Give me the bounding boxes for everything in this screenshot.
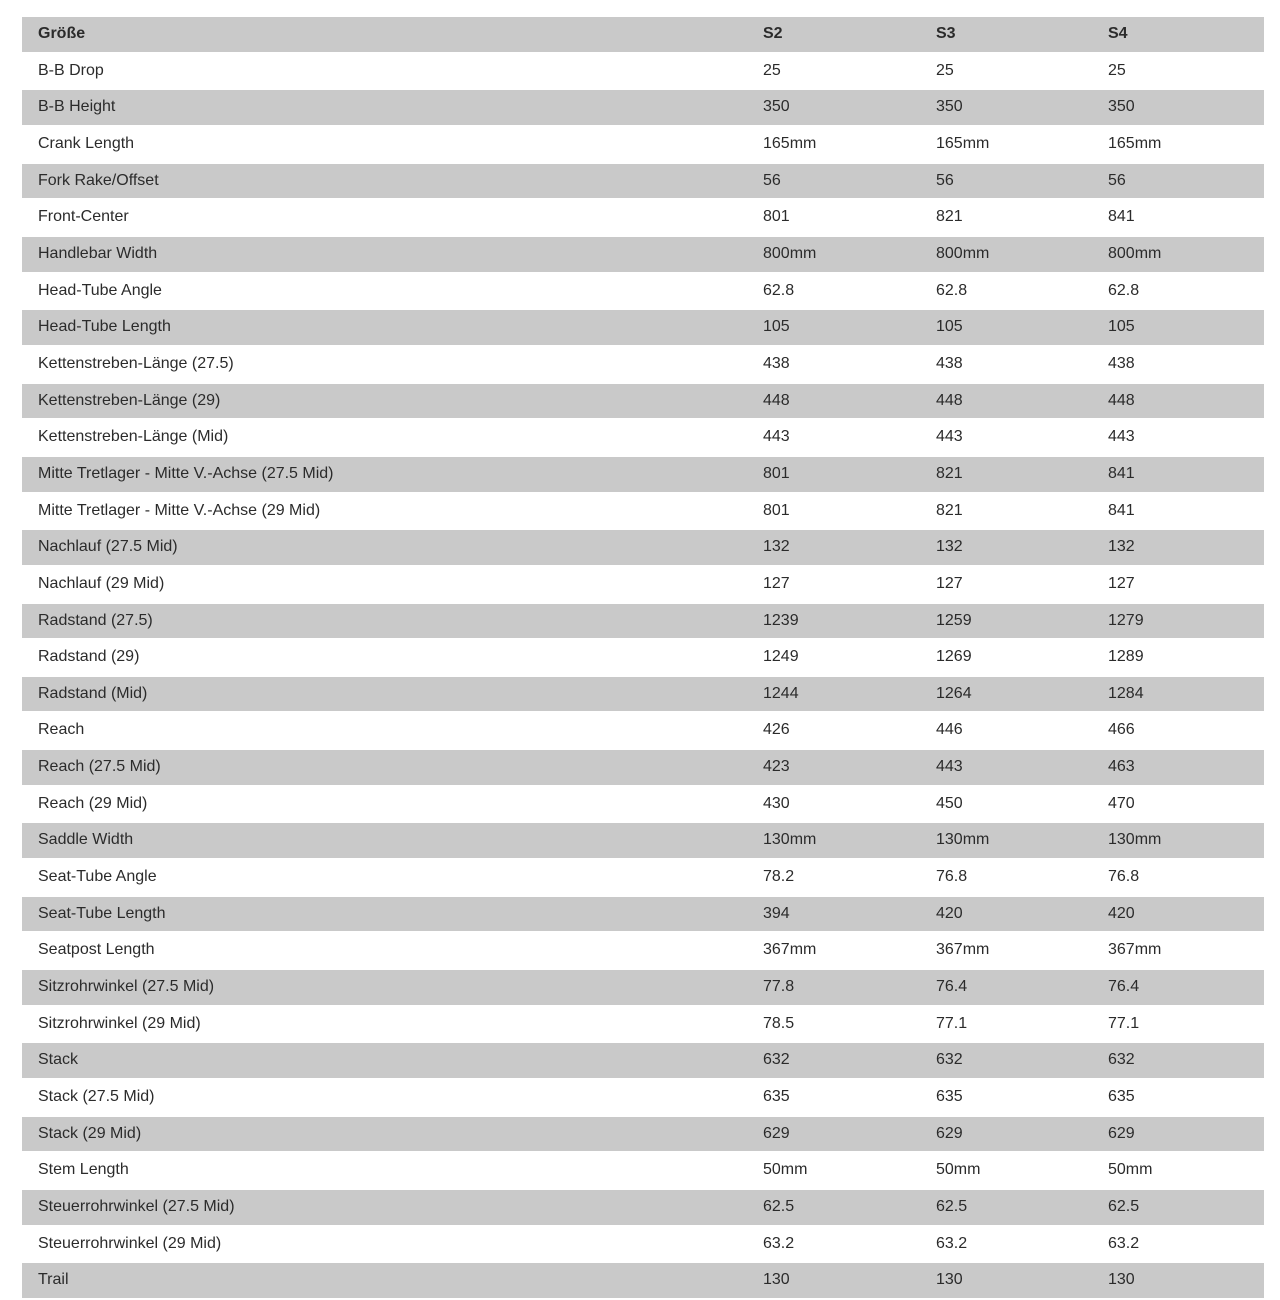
row-label: Sitzrohrwinkel (27.5 Mid) bbox=[22, 969, 747, 1006]
row-value: 438 bbox=[747, 346, 920, 383]
table-row bbox=[22, 896, 1264, 933]
row-value: 76.4 bbox=[1092, 969, 1264, 1006]
row-label: B-B Height bbox=[22, 89, 747, 126]
table-row bbox=[22, 932, 1264, 969]
row-label: Front-Center bbox=[22, 199, 747, 236]
table-row bbox=[22, 346, 1264, 383]
row-label: Radstand (Mid) bbox=[22, 676, 747, 713]
row-value: 130 bbox=[1092, 1262, 1264, 1299]
row-value: 50mm bbox=[747, 1152, 920, 1189]
row-label: Reach bbox=[22, 712, 747, 749]
row-value: 105 bbox=[920, 309, 1092, 346]
row-value: 1264 bbox=[920, 676, 1092, 713]
row-value: 1239 bbox=[747, 603, 920, 640]
row-value: 63.2 bbox=[920, 1226, 1092, 1263]
row-label: Nachlauf (29 Mid) bbox=[22, 566, 747, 603]
row-value: 62.8 bbox=[1092, 273, 1264, 310]
row-value: 446 bbox=[920, 712, 1092, 749]
row-value: 56 bbox=[920, 163, 1092, 200]
row-label: Steuerrohrwinkel (29 Mid) bbox=[22, 1226, 747, 1263]
table-row bbox=[22, 1006, 1264, 1043]
table-row bbox=[22, 163, 1264, 200]
row-value: 632 bbox=[920, 1042, 1092, 1079]
table-row bbox=[22, 676, 1264, 713]
row-value: 821 bbox=[920, 199, 1092, 236]
row-label: Sitzrohrwinkel (29 Mid) bbox=[22, 1006, 747, 1043]
geometry-table-container bbox=[22, 17, 1264, 1300]
row-label: Fork Rake/Offset bbox=[22, 163, 747, 200]
table-row bbox=[22, 1226, 1264, 1263]
row-label: Stack bbox=[22, 1042, 747, 1079]
row-value: 443 bbox=[1092, 419, 1264, 456]
row-label: Mitte Tretlager - Mitte V.-Achse (29 Mid) bbox=[22, 493, 747, 530]
table-row bbox=[22, 419, 1264, 456]
row-label: Trail bbox=[22, 1262, 747, 1299]
row-value: 367mm bbox=[747, 932, 920, 969]
row-value: 1249 bbox=[747, 639, 920, 676]
row-value: 76.4 bbox=[920, 969, 1092, 1006]
row-value: 132 bbox=[747, 529, 920, 566]
row-value: 77.1 bbox=[920, 1006, 1092, 1043]
row-value: 165mm bbox=[1092, 126, 1264, 163]
row-label: Head-Tube Length bbox=[22, 309, 747, 346]
row-value: 629 bbox=[1092, 1116, 1264, 1153]
row-value: 1289 bbox=[1092, 639, 1264, 676]
table-row bbox=[22, 1189, 1264, 1226]
row-value: 466 bbox=[1092, 712, 1264, 749]
row-value: 165mm bbox=[920, 126, 1092, 163]
table-row bbox=[22, 639, 1264, 676]
row-value: 56 bbox=[1092, 163, 1264, 200]
row-value: 132 bbox=[920, 529, 1092, 566]
row-label: Kettenstreben-Länge (Mid) bbox=[22, 419, 747, 456]
table-row bbox=[22, 89, 1264, 126]
row-value: 63.2 bbox=[1092, 1226, 1264, 1263]
table-row bbox=[22, 786, 1264, 823]
row-value: 1244 bbox=[747, 676, 920, 713]
header-col-s2: S2 bbox=[747, 17, 920, 53]
row-value: 132 bbox=[1092, 529, 1264, 566]
row-value: 76.8 bbox=[920, 859, 1092, 896]
row-value: 821 bbox=[920, 493, 1092, 530]
row-value: 1284 bbox=[1092, 676, 1264, 713]
table-row bbox=[22, 53, 1264, 90]
table-row bbox=[22, 1042, 1264, 1079]
row-value: 443 bbox=[920, 749, 1092, 786]
row-value: 438 bbox=[920, 346, 1092, 383]
row-value: 1279 bbox=[1092, 603, 1264, 640]
row-value: 635 bbox=[747, 1079, 920, 1116]
row-value: 62.5 bbox=[1092, 1189, 1264, 1226]
row-value: 629 bbox=[920, 1116, 1092, 1153]
row-label: Handlebar Width bbox=[22, 236, 747, 273]
table-row bbox=[22, 566, 1264, 603]
row-value: 1269 bbox=[920, 639, 1092, 676]
row-value: 367mm bbox=[1092, 932, 1264, 969]
table-row bbox=[22, 383, 1264, 420]
row-value: 130mm bbox=[920, 822, 1092, 859]
row-value: 62.5 bbox=[920, 1189, 1092, 1226]
table-row bbox=[22, 493, 1264, 530]
row-value: 841 bbox=[1092, 493, 1264, 530]
table-row bbox=[22, 1116, 1264, 1153]
header-col-s3: S3 bbox=[920, 17, 1092, 53]
row-value: 62.8 bbox=[747, 273, 920, 310]
row-value: 448 bbox=[747, 383, 920, 420]
row-value: 635 bbox=[920, 1079, 1092, 1116]
row-value: 800mm bbox=[747, 236, 920, 273]
row-label: Seat-Tube Length bbox=[22, 896, 747, 933]
row-value: 841 bbox=[1092, 456, 1264, 493]
row-value: 443 bbox=[920, 419, 1092, 456]
table-row bbox=[22, 859, 1264, 896]
row-label: Kettenstreben-Länge (27.5) bbox=[22, 346, 747, 383]
row-value: 420 bbox=[1092, 896, 1264, 933]
row-label: Stack (29 Mid) bbox=[22, 1116, 747, 1153]
row-value: 350 bbox=[920, 89, 1092, 126]
row-value: 438 bbox=[1092, 346, 1264, 383]
table-header-row bbox=[22, 17, 1264, 53]
row-value: 105 bbox=[1092, 309, 1264, 346]
table-row bbox=[22, 1079, 1264, 1116]
row-label: Seatpost Length bbox=[22, 932, 747, 969]
row-value: 165mm bbox=[747, 126, 920, 163]
header-col-s4: S4 bbox=[1092, 17, 1264, 53]
row-value: 127 bbox=[747, 566, 920, 603]
row-label: Stem Length bbox=[22, 1152, 747, 1189]
row-value: 78.2 bbox=[747, 859, 920, 896]
header-label-cell: Größe bbox=[22, 17, 747, 53]
row-value: 25 bbox=[747, 53, 920, 90]
row-value: 450 bbox=[920, 786, 1092, 823]
row-value: 1259 bbox=[920, 603, 1092, 640]
row-value: 448 bbox=[920, 383, 1092, 420]
row-label: Radstand (29) bbox=[22, 639, 747, 676]
row-value: 78.5 bbox=[747, 1006, 920, 1043]
row-value: 420 bbox=[920, 896, 1092, 933]
row-value: 430 bbox=[747, 786, 920, 823]
row-label: Reach (29 Mid) bbox=[22, 786, 747, 823]
row-label: Radstand (27.5) bbox=[22, 603, 747, 640]
row-value: 77.1 bbox=[1092, 1006, 1264, 1043]
row-label: Reach (27.5 Mid) bbox=[22, 749, 747, 786]
row-value: 62.8 bbox=[920, 273, 1092, 310]
table-row bbox=[22, 529, 1264, 566]
table-row bbox=[22, 199, 1264, 236]
row-value: 63.2 bbox=[747, 1226, 920, 1263]
row-value: 130 bbox=[920, 1262, 1092, 1299]
row-label: Seat-Tube Angle bbox=[22, 859, 747, 896]
table-row bbox=[22, 236, 1264, 273]
row-value: 56 bbox=[747, 163, 920, 200]
row-value: 632 bbox=[747, 1042, 920, 1079]
row-label: Steuerrohrwinkel (27.5 Mid) bbox=[22, 1189, 747, 1226]
table-row bbox=[22, 712, 1264, 749]
row-value: 130mm bbox=[1092, 822, 1264, 859]
row-value: 50mm bbox=[1092, 1152, 1264, 1189]
row-value: 470 bbox=[1092, 786, 1264, 823]
row-value: 130mm bbox=[747, 822, 920, 859]
row-value: 350 bbox=[747, 89, 920, 126]
row-value: 821 bbox=[920, 456, 1092, 493]
table-row bbox=[22, 456, 1264, 493]
row-label: Mitte Tretlager - Mitte V.-Achse (27.5 Mid) bbox=[22, 456, 747, 493]
row-value: 76.8 bbox=[1092, 859, 1264, 896]
row-value: 448 bbox=[1092, 383, 1264, 420]
row-value: 443 bbox=[747, 419, 920, 456]
table-row bbox=[22, 309, 1264, 346]
row-value: 25 bbox=[920, 53, 1092, 90]
row-value: 350 bbox=[1092, 89, 1264, 126]
row-value: 841 bbox=[1092, 199, 1264, 236]
table-row bbox=[22, 603, 1264, 640]
table-row bbox=[22, 126, 1264, 163]
table-row bbox=[22, 1262, 1264, 1299]
row-value: 801 bbox=[747, 493, 920, 530]
row-value: 62.5 bbox=[747, 1189, 920, 1226]
row-value: 105 bbox=[747, 309, 920, 346]
row-value: 800mm bbox=[920, 236, 1092, 273]
row-value: 801 bbox=[747, 199, 920, 236]
table-row bbox=[22, 822, 1264, 859]
table-row bbox=[22, 273, 1264, 310]
table-row bbox=[22, 749, 1264, 786]
table-row bbox=[22, 969, 1264, 1006]
row-value: 801 bbox=[747, 456, 920, 493]
row-value: 50mm bbox=[920, 1152, 1092, 1189]
row-label: Kettenstreben-Länge (29) bbox=[22, 383, 747, 420]
row-value: 800mm bbox=[1092, 236, 1264, 273]
row-label: Nachlauf (27.5 Mid) bbox=[22, 529, 747, 566]
row-label: Saddle Width bbox=[22, 822, 747, 859]
row-label: Crank Length bbox=[22, 126, 747, 163]
row-value: 394 bbox=[747, 896, 920, 933]
geometry-table bbox=[22, 17, 1264, 1300]
row-value: 77.8 bbox=[747, 969, 920, 1006]
row-value: 127 bbox=[920, 566, 1092, 603]
row-label: Head-Tube Angle bbox=[22, 273, 747, 310]
row-label: B-B Drop bbox=[22, 53, 747, 90]
row-value: 463 bbox=[1092, 749, 1264, 786]
table-row bbox=[22, 1152, 1264, 1189]
row-value: 367mm bbox=[920, 932, 1092, 969]
row-value: 426 bbox=[747, 712, 920, 749]
row-value: 130 bbox=[747, 1262, 920, 1299]
row-value: 635 bbox=[1092, 1079, 1264, 1116]
row-value: 25 bbox=[1092, 53, 1264, 90]
row-value: 423 bbox=[747, 749, 920, 786]
row-label: Stack (27.5 Mid) bbox=[22, 1079, 747, 1116]
row-value: 632 bbox=[1092, 1042, 1264, 1079]
row-value: 629 bbox=[747, 1116, 920, 1153]
row-value: 127 bbox=[1092, 566, 1264, 603]
